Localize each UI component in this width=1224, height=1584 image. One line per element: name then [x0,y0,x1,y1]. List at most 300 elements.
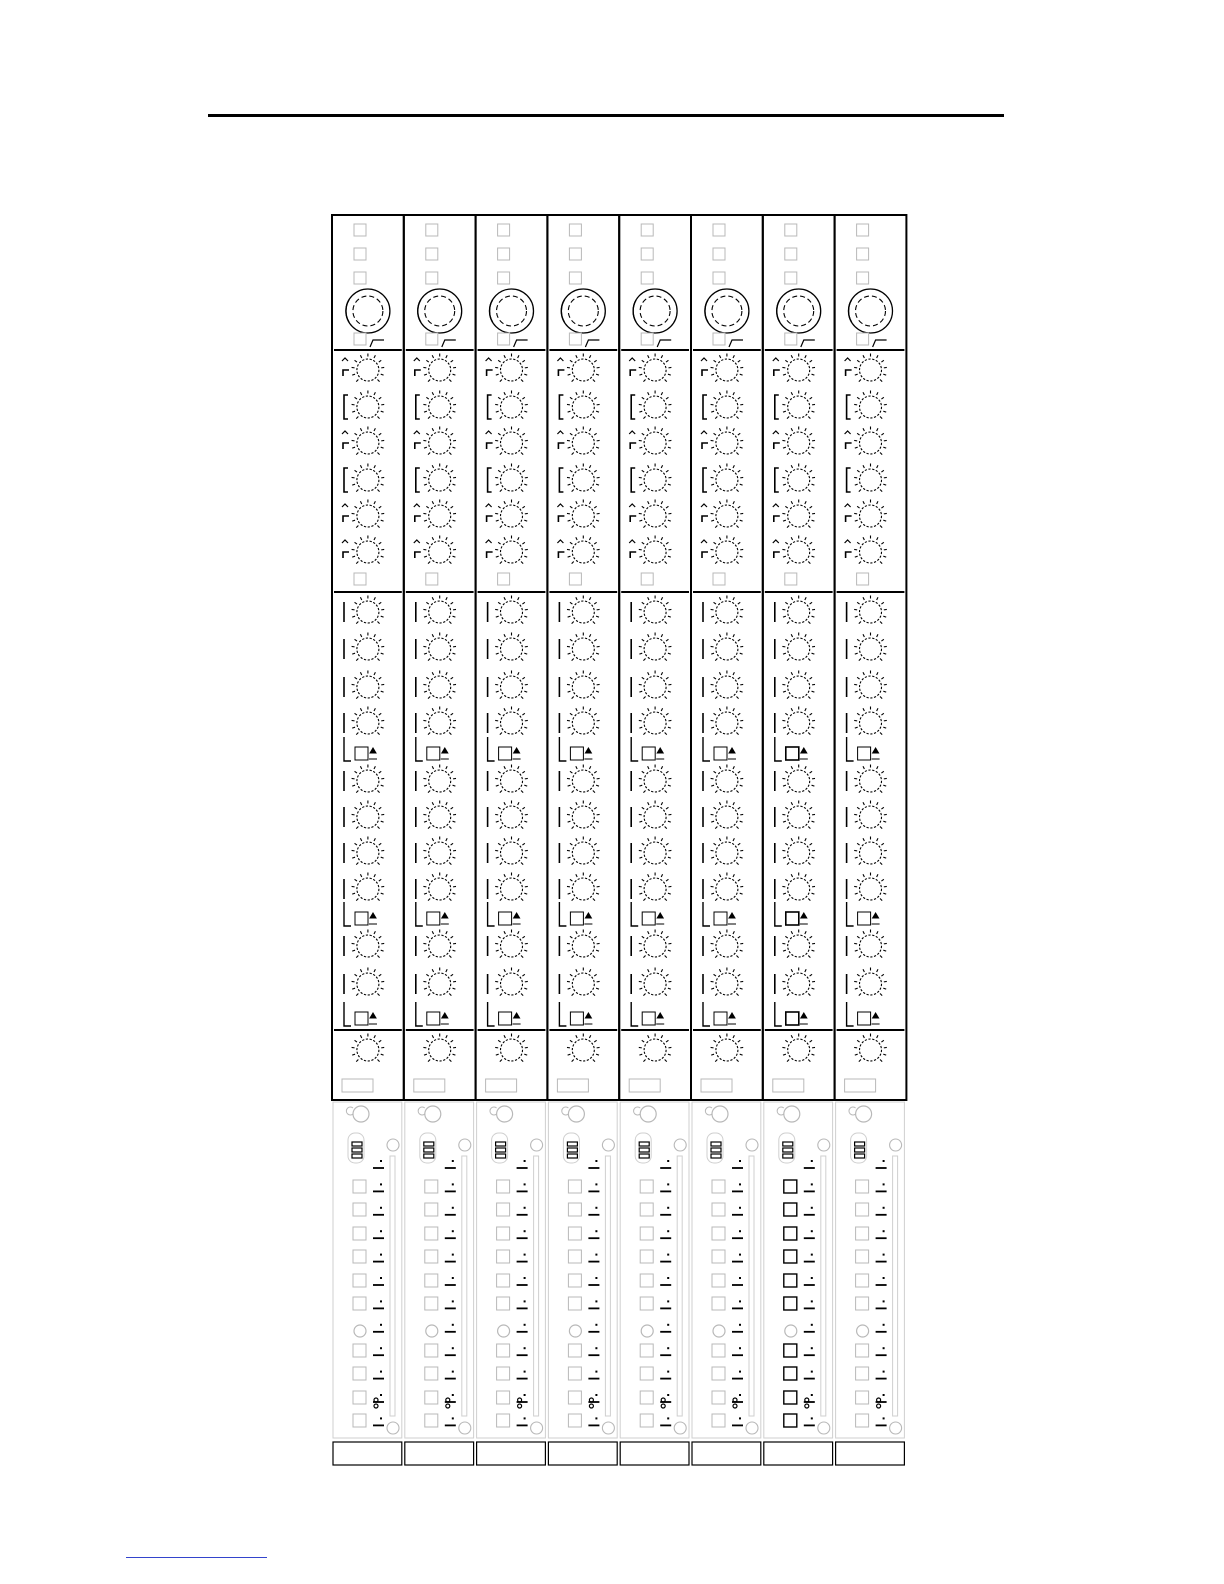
eq-knob-4[interactable] [423,464,456,492]
aux-send-knob-3-2[interactable] [495,968,528,996]
eq-knob-6[interactable] [854,536,887,564]
aux-send-knob-3-2[interactable] [423,968,456,996]
aux-send-knob-1-4[interactable] [567,707,600,735]
select-knob-icon[interactable] [641,1325,653,1337]
aux-send-knob-2-1-body[interactable] [716,770,738,792]
pan-knob-body[interactable] [860,1039,882,1061]
eq-knob-5[interactable] [639,500,672,528]
aux-send-knob-1-2[interactable] [423,633,456,661]
fader-button-3[interactable] [568,1227,581,1240]
eq-knob-6[interactable] [639,536,672,564]
fader-track[interactable] [677,1156,682,1416]
aux-send-knob-2-3-body[interactable] [716,842,738,864]
fader-button-3[interactable] [353,1227,366,1240]
eq-knob-3[interactable] [352,427,385,455]
aux-send-knob-1-3-body[interactable] [429,676,451,698]
high-pass-button[interactable] [354,333,366,345]
eq-knob-5-body[interactable] [501,505,523,527]
aux-send-knob-2-4[interactable] [423,873,456,901]
pan-knob-body[interactable] [572,1039,594,1061]
aux-send-knob-3-2[interactable] [639,968,672,996]
fader-button-5[interactable] [353,1274,366,1287]
aux-send-knob-1-1-body[interactable] [572,601,594,623]
fader-button-10[interactable] [568,1391,581,1404]
eq-knob-1-body[interactable] [572,359,594,381]
aux-send-knob-2-1[interactable] [782,765,815,793]
aux-send-knob-2-2[interactable] [782,801,815,829]
scribble-strip[interactable] [773,1079,804,1092]
pre-post-button[interactable] [427,912,440,925]
eq-knob-2-body[interactable] [788,396,810,418]
fader-button-8[interactable] [784,1344,797,1357]
aux-send-knob-3-2-body[interactable] [860,973,882,995]
aux-send-knob-2-1[interactable] [854,765,887,793]
eq-knob-1[interactable] [495,354,528,382]
aux-send-knob-3-1[interactable] [423,930,456,958]
eq-knob-4[interactable] [639,464,672,492]
eq-knob-2[interactable] [711,391,744,419]
aux-send-knob-3-1-body[interactable] [644,935,666,957]
aux-send-knob-2-4[interactable] [711,873,744,901]
aux-send-knob-2-4-body[interactable] [716,878,738,900]
fader-button-9[interactable] [784,1367,797,1380]
aux-send-knob-1-2-body[interactable] [429,638,451,660]
eq-knob-3[interactable] [423,427,456,455]
fader-button-4[interactable] [568,1250,581,1263]
eq-knob-2[interactable] [495,391,528,419]
select-knob-icon[interactable] [498,1325,510,1337]
fader-track[interactable] [462,1156,467,1416]
aux-send-knob-3-1[interactable] [854,930,887,958]
aux-send-knob-1-3[interactable] [352,671,385,699]
fader-button-6[interactable] [712,1297,725,1310]
eq-bypass-button[interactable] [569,573,581,585]
aux-send-knob-2-3-body[interactable] [429,842,451,864]
gain-knob-body[interactable] [640,296,670,326]
aux-send-knob-2-3-body[interactable] [644,842,666,864]
pre-post-button[interactable] [499,747,512,760]
pre-post-button[interactable] [642,1012,655,1025]
eq-knob-1[interactable] [423,354,456,382]
input-button[interactable] [857,248,869,260]
gain-knob[interactable] [633,289,677,333]
aux-send-knob-2-4[interactable] [495,873,528,901]
aux-send-knob-1-2[interactable] [352,633,385,661]
fader-button-9[interactable] [497,1367,510,1380]
eq-knob-3-body[interactable] [860,432,882,454]
gain-knob[interactable] [418,289,462,333]
aux-send-knob-2-2[interactable] [639,801,672,829]
eq-bypass-button[interactable] [785,573,797,585]
aux-send-knob-1-4-body[interactable] [501,712,523,734]
aux-send-knob-2-1[interactable] [423,765,456,793]
input-button[interactable] [426,272,438,284]
fader-button-9[interactable] [712,1367,725,1380]
aux-send-knob-1-3-body[interactable] [572,676,594,698]
aux-send-knob-2-3[interactable] [352,837,385,865]
gain-knob[interactable] [849,289,893,333]
eq-knob-5-body[interactable] [357,505,379,527]
eq-knob-2[interactable] [639,391,672,419]
fader-button-3[interactable] [497,1227,510,1240]
fader-button-6[interactable] [568,1297,581,1310]
aux-send-knob-1-3[interactable] [854,671,887,699]
aux-send-knob-1-4[interactable] [352,707,385,735]
scribble-strip[interactable] [414,1079,445,1092]
aux-send-knob-2-4[interactable] [352,873,385,901]
eq-knob-3[interactable] [711,427,744,455]
fader-button-8[interactable] [425,1344,438,1357]
aux-send-knob-2-3-body[interactable] [501,842,523,864]
pan-knob[interactable] [423,1034,456,1062]
eq-knob-1[interactable] [782,354,815,382]
eq-knob-6[interactable] [495,536,528,564]
eq-knob-3[interactable] [782,427,815,455]
pan-knob[interactable] [567,1034,600,1062]
fader-button-2[interactable] [568,1203,581,1216]
fader-button-1[interactable] [640,1180,653,1193]
fader-button-1[interactable] [712,1180,725,1193]
pan-knob-body[interactable] [644,1039,666,1061]
eq-knob-1[interactable] [854,354,887,382]
eq-knob-5[interactable] [423,500,456,528]
fader-button-4[interactable] [784,1250,797,1263]
pre-post-button[interactable] [714,747,727,760]
eq-knob-1-body[interactable] [644,359,666,381]
input-button[interactable] [713,224,725,236]
fader-button-1[interactable] [497,1180,510,1193]
fader-button-8[interactable] [856,1344,869,1357]
aux-send-knob-3-2-body[interactable] [429,973,451,995]
fader-button-9[interactable] [856,1367,869,1380]
fader-button-10[interactable] [784,1391,797,1404]
aux-send-knob-1-4-body[interactable] [716,712,738,734]
fader-button-6[interactable] [497,1297,510,1310]
fader-button-2[interactable] [712,1203,725,1216]
eq-knob-1-body[interactable] [357,359,379,381]
aux-send-knob-1-3[interactable] [639,671,672,699]
eq-knob-6[interactable] [711,536,744,564]
aux-send-knob-3-1-body[interactable] [572,935,594,957]
aux-send-knob-2-1-body[interactable] [788,770,810,792]
fader-button-5[interactable] [425,1274,438,1287]
input-button[interactable] [569,248,581,260]
aux-send-knob-1-1-body[interactable] [788,601,810,623]
scribble-strip[interactable] [486,1079,517,1092]
pan-knob-body[interactable] [788,1039,810,1061]
aux-send-knob-2-3[interactable] [495,837,528,865]
aux-send-knob-1-2[interactable] [711,633,744,661]
footer-link-rule[interactable] [126,1557,267,1558]
pre-post-button[interactable] [355,912,368,925]
high-pass-button[interactable] [569,333,581,345]
aux-send-knob-3-2[interactable] [352,968,385,996]
fader-button-6[interactable] [353,1297,366,1310]
aux-send-knob-2-3-body[interactable] [860,842,882,864]
fader-button-2[interactable] [497,1203,510,1216]
eq-knob-1[interactable] [352,354,385,382]
eq-knob-4[interactable] [352,464,385,492]
fader-track[interactable] [605,1156,610,1416]
fader-button-1[interactable] [784,1180,797,1193]
eq-knob-5-body[interactable] [429,505,451,527]
aux-send-knob-2-1-body[interactable] [501,770,523,792]
aux-send-knob-1-1[interactable] [782,596,815,624]
pre-post-button[interactable] [858,1012,871,1025]
fader-button-10[interactable] [353,1391,366,1404]
aux-send-knob-3-2-body[interactable] [501,973,523,995]
aux-send-knob-1-3-body[interactable] [788,676,810,698]
input-button[interactable] [498,272,510,284]
fader-button-3[interactable] [640,1227,653,1240]
eq-knob-6[interactable] [567,536,600,564]
eq-knob-4-body[interactable] [501,469,523,491]
fader-button-6[interactable] [425,1297,438,1310]
fader-button-11[interactable] [568,1414,581,1427]
pan-knob-body[interactable] [716,1039,738,1061]
aux-send-knob-1-1[interactable] [567,596,600,624]
gain-knob-body[interactable] [712,296,742,326]
aux-send-knob-1-2[interactable] [495,633,528,661]
aux-send-knob-1-4[interactable] [782,707,815,735]
pre-post-button[interactable] [714,912,727,925]
aux-send-knob-3-2-body[interactable] [572,973,594,995]
fader-button-9[interactable] [353,1367,366,1380]
aux-send-knob-2-4-body[interactable] [357,878,379,900]
pre-post-button[interactable] [499,912,512,925]
aux-send-knob-2-2[interactable] [567,801,600,829]
aux-send-knob-1-2-body[interactable] [644,638,666,660]
eq-knob-6-body[interactable] [357,541,379,563]
eq-knob-3[interactable] [495,427,528,455]
aux-send-knob-2-4[interactable] [639,873,672,901]
pre-post-button[interactable] [427,1012,440,1025]
aux-send-knob-1-3[interactable] [567,671,600,699]
aux-send-knob-2-4-body[interactable] [429,878,451,900]
pan-knob[interactable] [639,1034,672,1062]
fader-button-6[interactable] [640,1297,653,1310]
aux-send-knob-1-4-body[interactable] [860,712,882,734]
pre-post-button[interactable] [570,912,583,925]
eq-knob-6-body[interactable] [716,541,738,563]
aux-send-knob-1-1-body[interactable] [716,601,738,623]
select-knob-icon[interactable] [354,1325,366,1337]
select-knob-icon[interactable] [569,1325,581,1337]
aux-send-knob-3-1-body[interactable] [716,935,738,957]
aux-send-knob-3-2[interactable] [567,968,600,996]
eq-knob-2-body[interactable] [572,396,594,418]
aux-send-knob-2-2-body[interactable] [429,806,451,828]
pre-post-button[interactable] [786,747,799,760]
fader-button-9[interactable] [640,1367,653,1380]
aux-send-knob-1-3[interactable] [711,671,744,699]
aux-send-knob-1-1-body[interactable] [644,601,666,623]
fader-button-6[interactable] [856,1297,869,1310]
eq-knob-4[interactable] [495,464,528,492]
aux-send-knob-3-2[interactable] [854,968,887,996]
fader-button-8[interactable] [640,1344,653,1357]
aux-send-knob-1-1[interactable] [352,596,385,624]
input-button[interactable] [713,272,725,284]
fader-button-5[interactable] [712,1274,725,1287]
aux-send-knob-2-4-body[interactable] [860,878,882,900]
pre-post-button[interactable] [786,912,799,925]
eq-knob-1-body[interactable] [860,359,882,381]
aux-send-knob-3-2[interactable] [711,968,744,996]
fader-button-1[interactable] [856,1180,869,1193]
pre-post-button[interactable] [858,912,871,925]
fader-button-2[interactable] [784,1203,797,1216]
aux-send-knob-1-4[interactable] [639,707,672,735]
pre-post-button[interactable] [642,912,655,925]
fader-button-1[interactable] [425,1180,438,1193]
aux-send-knob-2-4-body[interactable] [644,878,666,900]
fader-button-2[interactable] [640,1203,653,1216]
gain-knob[interactable] [561,289,605,333]
eq-knob-4-body[interactable] [572,469,594,491]
select-knob-icon[interactable] [785,1325,797,1337]
eq-knob-4-body[interactable] [644,469,666,491]
eq-knob-1[interactable] [639,354,672,382]
fader-button-8[interactable] [497,1344,510,1357]
aux-send-knob-1-2-body[interactable] [572,638,594,660]
input-button[interactable] [641,248,653,260]
gain-knob[interactable] [777,289,821,333]
eq-bypass-button[interactable] [641,573,653,585]
eq-knob-3-body[interactable] [429,432,451,454]
aux-send-knob-2-4-body[interactable] [572,878,594,900]
aux-send-knob-2-2-body[interactable] [572,806,594,828]
eq-knob-2-body[interactable] [644,396,666,418]
eq-knob-5[interactable] [567,500,600,528]
eq-knob-6-body[interactable] [788,541,810,563]
aux-send-knob-2-2[interactable] [423,801,456,829]
fader-button-3[interactable] [784,1227,797,1240]
aux-send-knob-2-1[interactable] [639,765,672,793]
eq-knob-1[interactable] [567,354,600,382]
aux-send-knob-3-1-body[interactable] [788,935,810,957]
fader-button-10[interactable] [712,1391,725,1404]
eq-knob-3[interactable] [567,427,600,455]
aux-send-knob-3-1-body[interactable] [429,935,451,957]
eq-knob-6-body[interactable] [429,541,451,563]
fader-button-5[interactable] [640,1274,653,1287]
aux-send-knob-2-4[interactable] [782,873,815,901]
fader-button-9[interactable] [568,1367,581,1380]
aux-send-knob-1-2-body[interactable] [501,638,523,660]
eq-knob-3-body[interactable] [357,432,379,454]
aux-send-knob-2-3[interactable] [639,837,672,865]
fader-button-5[interactable] [856,1274,869,1287]
pre-post-button[interactable] [427,747,440,760]
eq-knob-1-body[interactable] [788,359,810,381]
pre-post-button[interactable] [355,1012,368,1025]
high-pass-button[interactable] [857,333,869,345]
pan-knob[interactable] [352,1034,385,1062]
fader-button-4[interactable] [425,1250,438,1263]
eq-knob-5-body[interactable] [716,505,738,527]
eq-knob-2[interactable] [567,391,600,419]
aux-send-knob-1-3[interactable] [495,671,528,699]
high-pass-button[interactable] [641,333,653,345]
pan-knob[interactable] [854,1034,887,1062]
input-button[interactable] [426,248,438,260]
aux-send-knob-3-2-body[interactable] [716,973,738,995]
eq-knob-2[interactable] [782,391,815,419]
eq-bypass-button[interactable] [426,573,438,585]
fader-button-11[interactable] [425,1414,438,1427]
scribble-strip[interactable] [701,1079,732,1092]
eq-knob-3[interactable] [854,427,887,455]
eq-knob-5-body[interactable] [644,505,666,527]
input-button[interactable] [498,248,510,260]
aux-send-knob-1-3-body[interactable] [716,676,738,698]
eq-knob-1-body[interactable] [429,359,451,381]
aux-send-knob-3-1[interactable] [567,930,600,958]
eq-knob-6-body[interactable] [501,541,523,563]
eq-knob-6-body[interactable] [572,541,594,563]
aux-send-knob-2-2[interactable] [495,801,528,829]
input-button[interactable] [713,248,725,260]
gain-knob-body[interactable] [497,296,527,326]
aux-send-knob-2-2-body[interactable] [788,806,810,828]
eq-knob-2-body[interactable] [429,396,451,418]
eq-knob-6[interactable] [352,536,385,564]
fader-button-5[interactable] [568,1274,581,1287]
scribble-strip[interactable] [845,1079,876,1092]
eq-knob-5-body[interactable] [788,505,810,527]
aux-send-knob-2-4-body[interactable] [788,878,810,900]
aux-send-knob-2-4-body[interactable] [501,878,523,900]
gain-knob-body[interactable] [425,296,455,326]
aux-send-knob-2-2-body[interactable] [501,806,523,828]
gain-knob-body[interactable] [353,296,383,326]
eq-knob-2-body[interactable] [357,396,379,418]
aux-send-knob-1-3[interactable] [423,671,456,699]
aux-send-knob-2-1-body[interactable] [572,770,594,792]
aux-send-knob-1-1[interactable] [423,596,456,624]
eq-knob-6-body[interactable] [644,541,666,563]
input-button[interactable] [354,272,366,284]
aux-send-knob-1-1-body[interactable] [501,601,523,623]
eq-knob-5[interactable] [711,500,744,528]
input-button[interactable] [354,224,366,236]
gain-knob-body[interactable] [856,296,886,326]
aux-send-knob-1-4-body[interactable] [572,712,594,734]
input-button[interactable] [785,224,797,236]
gain-knob-body[interactable] [568,296,598,326]
aux-send-knob-3-1-body[interactable] [501,935,523,957]
aux-send-knob-1-1-body[interactable] [357,601,379,623]
input-button[interactable] [785,272,797,284]
aux-send-knob-2-3-body[interactable] [788,842,810,864]
eq-knob-3-body[interactable] [644,432,666,454]
aux-send-knob-1-1[interactable] [639,596,672,624]
fader-button-5[interactable] [497,1274,510,1287]
eq-knob-4-body[interactable] [429,469,451,491]
aux-send-knob-2-2[interactable] [711,801,744,829]
eq-knob-4-body[interactable] [788,469,810,491]
input-button[interactable] [857,272,869,284]
eq-knob-2[interactable] [352,391,385,419]
aux-send-knob-1-2-body[interactable] [716,638,738,660]
aux-send-knob-1-4[interactable] [854,707,887,735]
eq-knob-2-body[interactable] [716,396,738,418]
pre-post-button[interactable] [355,747,368,760]
aux-send-knob-1-3-body[interactable] [644,676,666,698]
eq-knob-4[interactable] [782,464,815,492]
scribble-strip[interactable] [342,1079,373,1092]
